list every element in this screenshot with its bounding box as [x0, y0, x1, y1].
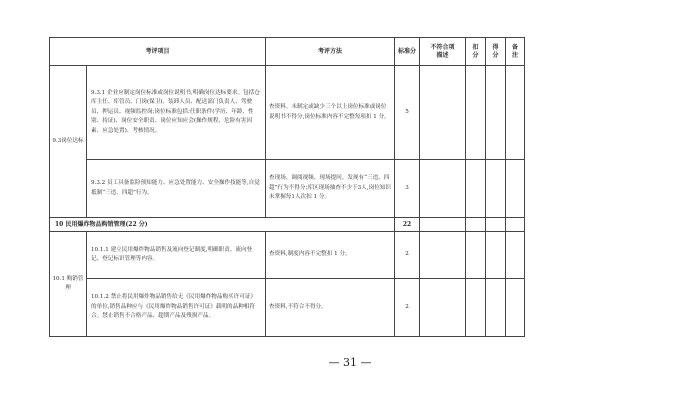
got-cell [486, 160, 506, 218]
got-cell [486, 232, 506, 279]
header-nc-desc: 不符合项 描述 [420, 38, 466, 66]
header-method: 考评方法 [266, 38, 395, 66]
method-cell: 查现场、调阅视频、现场提问。发现有“三违、四超”行为不得分;库区现场抽查不少于3人,岗位知识未掌握每1人次扣 1 分。 [266, 160, 395, 218]
header-score: 标准分 [395, 38, 420, 66]
item-cell: 9.3.1 企业应制定岗位标准或岗位说明书,明确岗位达标要求。包括仓库主任、库管员、门岗(保卫)、装卸人员、配送部门负责人、驾驶员、押运员、视频监控岗;岗位标准包括:任职条件(学历、年龄、性别、持证)、岗位安全职责、岗位应知应会(操作规程、危险有害因素、应急处置)、考核情况。 [87, 66, 266, 160]
nc-desc-cell [420, 232, 466, 279]
got-cell [486, 279, 506, 337]
nc-desc-cell [420, 279, 466, 337]
table-row [50, 279, 525, 337]
nc-desc-cell [420, 160, 466, 218]
method-cell: 查资料,不符合不得分。 [266, 279, 395, 337]
deduct-cell [466, 232, 486, 279]
item-cell: 9.3.2 员工具备监险预知能力、应急处置能力、安全操作技能等,自觉抵制“三违、四超”行为。 [87, 160, 266, 218]
section-score: 22 [395, 218, 420, 232]
section-title: 10 民用爆炸物品购销管理(22 分) [50, 218, 395, 232]
header-deduct: 扣 分 [466, 38, 486, 66]
score-cell: 2 [395, 279, 420, 337]
item-cell: 10.1.1 建立民用爆炸物品销售及流向登记制度,明确职责、流向登记、登记标识管理等内容。 [87, 232, 266, 279]
method-cell: 查资料,制度内容不完整扣 1 分。 [266, 232, 395, 279]
page-number: — 31 — [328, 356, 372, 369]
deduct-cell [466, 66, 486, 160]
header-note: 备 注 [506, 38, 525, 66]
note-cell [506, 66, 525, 160]
table-row [50, 66, 525, 160]
got-cell [486, 66, 506, 160]
deduct-cell [466, 160, 486, 218]
evaluation-table [49, 37, 525, 337]
table-row [50, 160, 525, 218]
group-label: 10.1 购销管理 [50, 232, 87, 337]
note-cell [506, 279, 525, 337]
table-header-row [50, 38, 525, 66]
score-cell: 2 [395, 232, 420, 279]
method-cell: 查资料。未制定或缺少三个以上岗位标准或岗位说明书不得分,岗位标准内容不完整每项扣 1 分。 [266, 66, 395, 160]
header-item: 考评项目 [50, 38, 266, 66]
table-row [50, 232, 525, 279]
group-label: 9.3岗位达标 [50, 66, 87, 218]
score-cell: 3 [395, 160, 420, 218]
note-cell [506, 160, 525, 218]
header-got: 得 分 [486, 38, 506, 66]
score-cell: 5 [395, 66, 420, 160]
nc-desc-cell [420, 66, 466, 160]
item-cell: 10.1.2 禁止将民用爆炸物品销售给无《民用爆炸物品购买许可证》的单位,销售品种应与《民用爆炸物品销售许可证》载明的品种相符合。禁止销售不合格产品、超期产品及残损产品。 [87, 279, 266, 337]
note-cell [506, 232, 525, 279]
deduct-cell [466, 279, 486, 337]
section-row [50, 218, 525, 232]
